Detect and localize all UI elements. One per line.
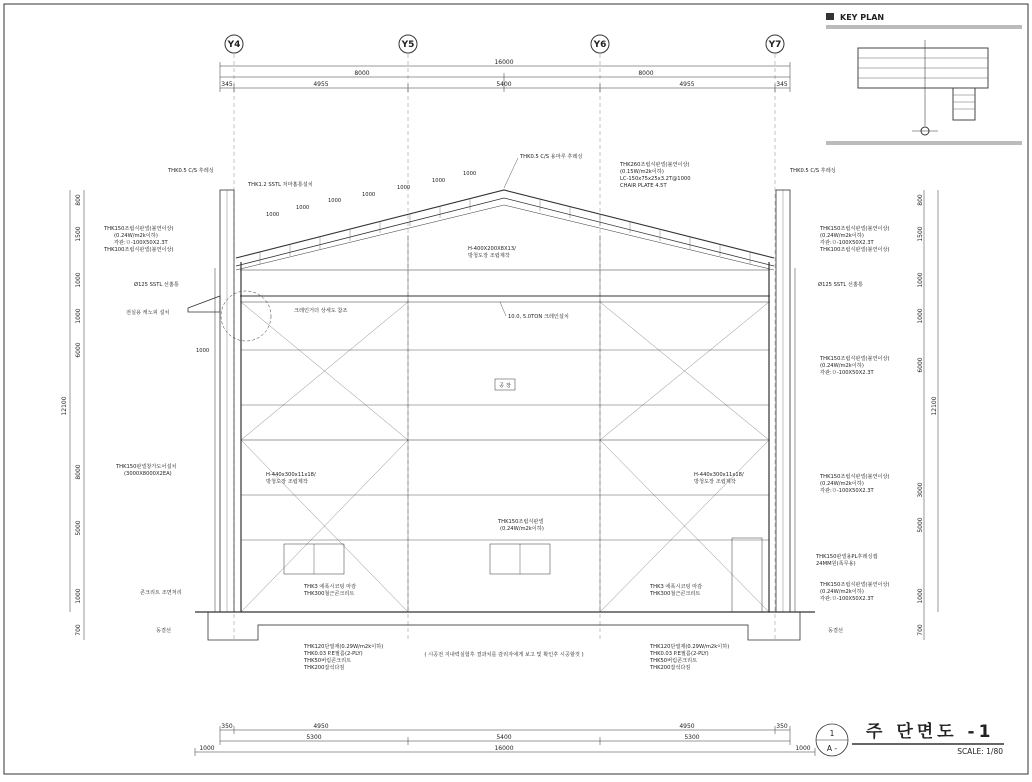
note-floor-right-2: THK300철근콘크리트 bbox=[650, 591, 701, 597]
lvdim-4: 1000 bbox=[75, 308, 82, 324]
rvdim-2: 1500 bbox=[917, 226, 924, 242]
grid-bubble-y5 bbox=[399, 35, 417, 53]
note-chair-plate: CHAIR PLATE 4.5T bbox=[620, 183, 667, 189]
note-canopy-left: 전실용 캐노피 설치 bbox=[126, 310, 170, 316]
lvdim-overall: 12100 bbox=[61, 396, 68, 416]
sheet-scale: SCALE: 1/80 bbox=[957, 747, 1003, 756]
note-wall-r-lo-1: THK150조립식판넬(불연이상) bbox=[820, 474, 890, 480]
dim-top-right-end: 345 bbox=[776, 81, 788, 88]
note-slab-l1: THK120단열재(0.29W/m2k이하) bbox=[304, 644, 384, 650]
note-roof-panel-u: (0.15W/m2k이하) bbox=[620, 169, 664, 175]
note-ridge-flashing: THK0.5 C/S 용마루 후레싱 bbox=[520, 154, 583, 160]
grid-bubble-y7 bbox=[766, 35, 784, 53]
rvdim-3: 1000 bbox=[917, 272, 924, 288]
note-slab-r1: THK120단열재(0.29W/m2k이하) bbox=[650, 644, 730, 650]
rvdim-6: 3000 bbox=[917, 482, 924, 498]
note-parapet-left: THK0.5 C/S 후레싱 bbox=[168, 168, 214, 174]
roof-dim-4: 1000 bbox=[362, 192, 376, 198]
dim-bot-end-left: 350 bbox=[221, 723, 233, 730]
lvdim-8: 1000 bbox=[75, 588, 82, 604]
dim-bot-overall: 16000 bbox=[494, 745, 514, 752]
note-wall-r-lo-2: (0.24W/m2k이하) bbox=[820, 481, 864, 487]
note-slab-l3: THK50버림콘크리트 bbox=[304, 658, 352, 664]
note-wall-r-pl-2: 24MM원(폭무용) bbox=[816, 561, 856, 567]
note-center-panel: THK150조립식판넬 bbox=[498, 519, 544, 525]
dim-bot-outside-right: 1000 bbox=[795, 745, 811, 752]
rvdim-1: 800 bbox=[917, 194, 924, 206]
left-vdim-labels bbox=[61, 194, 82, 636]
note-concrete-left: 콘크리트 조면처리 bbox=[140, 590, 182, 596]
annotations-center bbox=[266, 379, 744, 671]
note-wall-r-top-2: (0.24W/m2k이하) bbox=[820, 233, 864, 239]
annotations-left bbox=[103, 224, 182, 634]
title-ref: A - bbox=[826, 744, 838, 753]
note-wall-r-top-4: THK100조립식판넬(불연이상) bbox=[820, 247, 890, 253]
note-crane-girder: 크레인거더 상세도 참조 bbox=[294, 308, 348, 314]
dim-top-left-end: 345 bbox=[221, 81, 233, 88]
grid-bubble-y4 bbox=[225, 35, 243, 53]
note-wall-left-low-2: (3000X8000X2EA) bbox=[124, 471, 172, 477]
note-wall-l1-c: 각관:ㅁ-100X50X2.3T bbox=[114, 240, 168, 246]
rvdim-8: 1000 bbox=[917, 588, 924, 604]
note-wall-r-mid-3: 각관:ㅁ-100X50X2.3T bbox=[820, 370, 874, 376]
note-column-left-2: 방청도장 조립제작 bbox=[266, 479, 308, 485]
key-plan bbox=[826, 13, 1022, 145]
roof-dim-1: 1000 bbox=[266, 212, 280, 218]
grid-label-y7: Y7 bbox=[768, 40, 782, 50]
note-wall-l1: THK150조립식판넬(불연이상) bbox=[104, 226, 174, 232]
roof-dim-5: 1000 bbox=[397, 185, 411, 191]
roof-dim-3: 1000 bbox=[328, 198, 342, 204]
dim-top-half-left: 8000 bbox=[354, 70, 370, 77]
note-floor-left-2: THK300철근콘크리트 bbox=[304, 591, 355, 597]
note-slab-r2: THK0.03 P.E필름(2-PLY) bbox=[650, 651, 709, 657]
key-plan-title: KEY PLAN bbox=[840, 13, 885, 22]
note-slab-l4: THK200잡석다짐 bbox=[304, 665, 345, 671]
note-bottom-center: ( 시공전 지내력실험후 결과치를 감리자에게 보고 및 확인후 시공할것 ) bbox=[424, 652, 584, 658]
note-slab-r4: THK200잡석다짐 bbox=[650, 665, 691, 671]
rvdim-overall: 12100 bbox=[931, 396, 938, 416]
note-wall-r-mid-1: THK150조립식판넬(불연이상) bbox=[820, 356, 890, 362]
note-wall-r-bot-3: 각관:ㅁ-100X50X2.3T bbox=[820, 596, 874, 602]
dim-bot-right: 5300 bbox=[684, 734, 700, 741]
note-wall-r-lo-3: 각관:ㅁ-100X50X2.3T bbox=[820, 488, 874, 494]
lvdim-2: 1500 bbox=[75, 226, 82, 242]
rvdim-4: 1000 bbox=[917, 308, 924, 324]
roof-dim-7: 1000 bbox=[463, 171, 477, 177]
lvdim-5: 6000 bbox=[75, 342, 82, 358]
note-dim-1000: 1000 bbox=[196, 348, 210, 354]
lvdim-1: 800 bbox=[75, 194, 82, 206]
roof-dim-2: 1000 bbox=[296, 205, 310, 211]
note-ridge-beam: H-400X200X8X13/ bbox=[468, 246, 516, 252]
note-crane: 10.0, 5.0TON 크레인설치 bbox=[508, 314, 569, 320]
note-purlin: LC-150x75x25x3.2T@1000 bbox=[620, 176, 691, 182]
dim-bot-bay-left: 4950 bbox=[313, 723, 329, 730]
note-wall-r-top-3: 각관:ㅁ-100X50X2.3T bbox=[820, 240, 874, 246]
note-parapet-right: THK0.5 C/S 후레싱 bbox=[790, 168, 836, 174]
dim-bot-bay-right: 4950 bbox=[679, 723, 695, 730]
note-wall-r-bot-2: (0.24W/m2k이하) bbox=[820, 589, 864, 595]
note-ground-left: 동결선 bbox=[156, 628, 172, 634]
note-floor-right-1: THK3 에폭시코팅 마감 bbox=[650, 584, 703, 590]
sheet-title: 주 단면도 -1 bbox=[866, 722, 995, 742]
note-column-left: H-440x300x11x18/ bbox=[266, 472, 316, 478]
grid-bubble-y6 bbox=[591, 35, 609, 53]
note-ground-right: 동결선 bbox=[828, 628, 844, 634]
lvdim-6: 8000 bbox=[75, 464, 82, 480]
lvdim-3: 1000 bbox=[75, 272, 82, 288]
grid-label-y5: Y5 bbox=[401, 40, 415, 50]
title-block bbox=[816, 721, 1004, 756]
rvdim-7: 5000 bbox=[917, 517, 924, 533]
dim-bot-outside-left: 1000 bbox=[199, 745, 215, 752]
note-downpipe-right: Ø125 SSTL 선홈통 bbox=[818, 282, 863, 288]
right-vdim-labels bbox=[917, 194, 938, 636]
note-wall-r-pl-1: THK150판넬용PL후레싱캡 bbox=[816, 554, 878, 560]
grid-label-y4: Y4 bbox=[227, 40, 241, 50]
rvdim-5: 6000 bbox=[917, 357, 924, 373]
dim-top-bay-right: 4955 bbox=[679, 81, 695, 88]
rvdim-9: 700 bbox=[917, 624, 924, 636]
note-wall-r-bot-1: THK150조립식판넬(불연이상) bbox=[820, 582, 890, 588]
lvdim-7: 5000 bbox=[75, 520, 82, 536]
note-floor-left-1: THK3 에폭시코팅 마감 bbox=[304, 584, 357, 590]
dim-top-bay-mid: 5400 bbox=[496, 81, 512, 88]
lvdim-9: 700 bbox=[75, 624, 82, 636]
note-wall-left-low: THK150판넬창가도어설치 bbox=[116, 464, 177, 470]
note-gutter: THK1.2 SSTL 처마홈통설치 bbox=[248, 182, 313, 188]
dim-bot-end-right: 350 bbox=[776, 723, 788, 730]
left-vertical-dimensions bbox=[70, 190, 84, 640]
note-column-right-2: 방청도장 조립제작 bbox=[694, 479, 736, 485]
title-number: 1 bbox=[829, 729, 835, 738]
note-roof-panel: THK260조립식판넬(불연이상) bbox=[620, 162, 690, 168]
dim-top-overall: 16000 bbox=[494, 59, 514, 66]
roof-dim-6: 1000 bbox=[432, 178, 446, 184]
dim-bot-left: 5300 bbox=[306, 734, 322, 741]
note-slab-r3: THK50버림콘크리트 bbox=[650, 658, 698, 664]
dim-top-half-right: 8000 bbox=[638, 70, 654, 77]
annotations-right bbox=[815, 224, 890, 634]
note-ridge-beam-2: 방청도장 조립제작 bbox=[468, 253, 510, 259]
note-wall-l1-u: (0.24W/m2k이하) bbox=[114, 233, 158, 239]
grid-label-y6: Y6 bbox=[593, 40, 607, 50]
note-wall-r-top-1: THK150조립식판넬(불연이상) bbox=[820, 226, 890, 232]
room-label: 공 장 bbox=[499, 383, 511, 389]
grid-lines bbox=[234, 54, 775, 640]
note-slab-l2: THK0.03 P.E필름(2-PLY) bbox=[304, 651, 363, 657]
dim-top-bay-left: 4955 bbox=[313, 81, 329, 88]
dim-bot-mid: 5400 bbox=[496, 734, 512, 741]
note-center-panel-u: (0.24W/m2k이하) bbox=[500, 526, 544, 532]
note-wall-l1-b: THK100조립식판넬(불연이상) bbox=[104, 247, 174, 253]
note-column-right: H-440x300x11x18/ bbox=[694, 472, 744, 478]
note-downpipe-left: Ø125 SSTL 선홈통 bbox=[134, 282, 179, 288]
note-wall-r-mid-2: (0.24W/m2k이하) bbox=[820, 363, 864, 369]
